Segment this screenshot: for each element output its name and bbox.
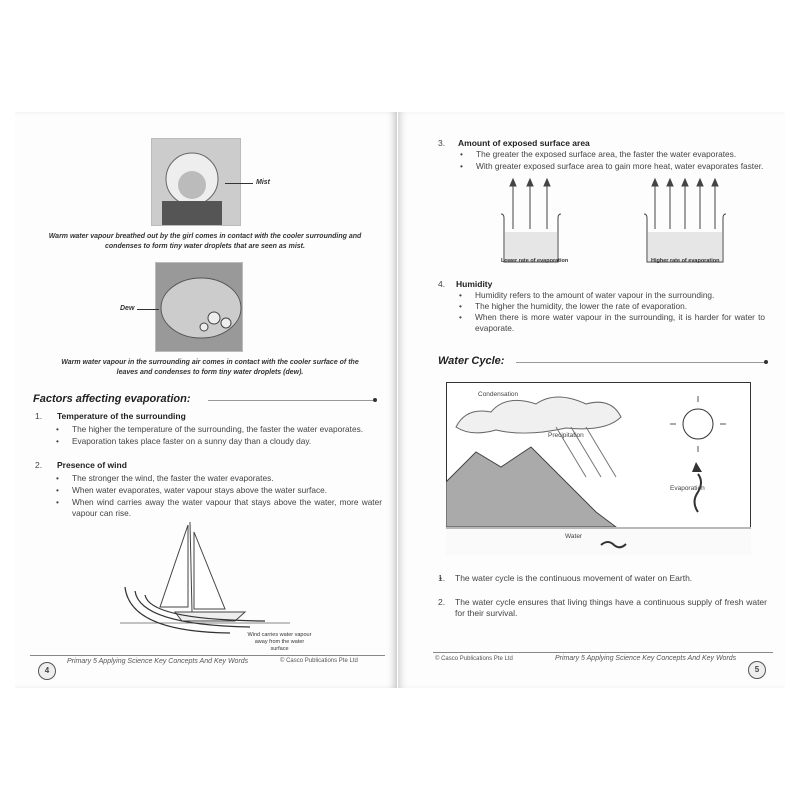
- bullet: • The stronger the wind, the faster the water evaporates.: [72, 473, 392, 484]
- water-cycle-diagram: [446, 382, 751, 555]
- bullet: • When wind carries away the water vapour that stays above the water, more water vapour can rise.: [72, 497, 382, 519]
- dew-caption: Warm water vapour in the surrounding air comes in contact with the cooler surface of the leaves and condenses to form tiny water droplets (dew).: [61, 359, 359, 376]
- section-title-factors: Factors affecting evaporation:: [33, 393, 191, 405]
- factor-title: Humidity: [456, 279, 493, 289]
- item-number: 4.: [438, 279, 446, 289]
- bullet: • The higher the humidity, the lower the rate of evaporation.: [475, 301, 775, 312]
- footer-copyright: © Casco Publications Pte Ltd: [280, 658, 358, 664]
- factor-title: Amount of exposed surface area: [458, 138, 590, 148]
- page-number-badge: 4: [38, 662, 56, 680]
- label-water: Water: [565, 533, 583, 540]
- label-precipitation: Precipitation: [548, 432, 584, 439]
- sailboat-wind-illustration: [100, 517, 300, 637]
- bullet: • The greater the exposed surface area, the faster the water evaporates.: [476, 149, 776, 160]
- bullet: • When there is more water vapour in the surrounding, it is harder for water to evaporate.: [475, 312, 765, 334]
- label-condensation: Condensation: [478, 391, 519, 398]
- right-page: [398, 112, 785, 688]
- item-number: 2.: [438, 597, 446, 607]
- footer-title: Primary 5 Applying Science Key Concepts And Key Words: [67, 658, 249, 665]
- item-number: 3.: [438, 138, 446, 148]
- footer-copyright: © Casco Publications Pte Ltd: [435, 656, 513, 662]
- item-number: 1.: [438, 573, 446, 583]
- factor-title: Temperature of the surrounding: [57, 411, 186, 421]
- wind-caption: Wind carries water vapour away from the water surface: [247, 632, 312, 652]
- section-title-water-cycle: Water Cycle:: [438, 355, 505, 367]
- water-cycle-point: • The water cycle is the continuous movement of water on Earth.: [455, 573, 775, 584]
- bullet: • When water evaporates, water vapour stays above the water surface.: [72, 485, 392, 496]
- bullet: • With greater exposed surface area to gain more heat, water evaporates faster.: [476, 161, 786, 172]
- footer-title: Primary 5 Applying Science Key Concepts And Key Words: [555, 655, 737, 662]
- leaf-dew-photo: [155, 262, 243, 352]
- item-number: 2.: [35, 460, 43, 470]
- factor-title: Presence of wind: [57, 460, 127, 470]
- dew-label: Dew: [120, 305, 135, 312]
- item-number: 1.: [35, 411, 43, 421]
- bullet: • The higher the temperature of the surrounding, the faster the water evaporates.: [72, 424, 392, 435]
- page-number-badge: 5: [748, 661, 766, 679]
- beaker-small-surface: [498, 174, 568, 264]
- girl-mist-photo: [151, 138, 241, 226]
- bullet: • Humidity refers to the amount of water vapour in the surrounding.: [475, 290, 775, 301]
- water-cycle-point: The water cycle ensures that living things have a continuous supply of fresh water for their survival.: [455, 597, 767, 618]
- label-evaporation: Evaporation: [670, 485, 705, 492]
- bullet: • Evaporation takes place faster on a sunny day than a cloudy day.: [72, 436, 392, 447]
- beaker-large-surface: [643, 174, 733, 264]
- mist-caption: Warm water vapour breathed out by the girl comes in contact with the cooler surrounding and condenses to form tiny water droplets that are seen as mist.: [48, 233, 362, 250]
- beaker-high-caption: Higher rate of evaporation: [651, 258, 720, 264]
- mist-label: Mist: [256, 179, 270, 186]
- left-page: [15, 112, 397, 688]
- beaker-low-caption: Lower rate of evaporation: [501, 258, 569, 264]
